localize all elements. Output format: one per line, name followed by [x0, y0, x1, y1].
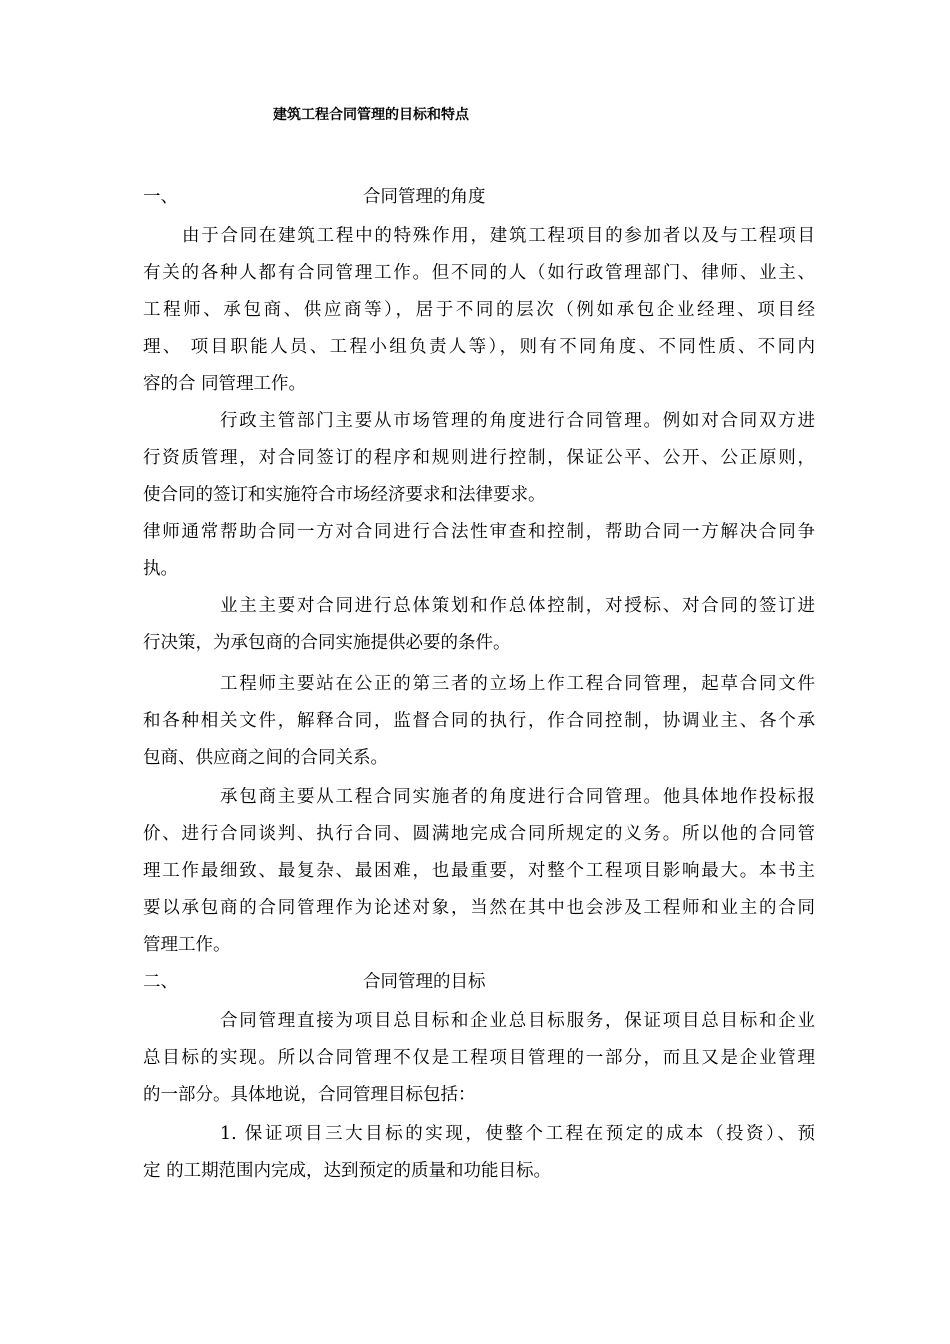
- paragraph-line: 行政主管部门主要从市场管理的角度进行合同管理。例如对合同双方进: [220, 411, 815, 431]
- section-number: 二、: [143, 972, 178, 992]
- paragraph-line: 承包商主要从工程合同实施者的角度进行合同管理。他具体地作投标报: [220, 787, 815, 807]
- paragraph-line: 管理工作。: [143, 935, 231, 955]
- paragraph-line: 有关的各种人都有合同管理工作。但不同的人（如行政管理部门、律师、业主、: [143, 263, 815, 283]
- list-item-line: 1. 保证项目三大目标的实现，使整个工程在预定的成本（投资）、预: [220, 1124, 815, 1144]
- paragraph-line: 和各种相关文件，解释合同，监督合同的执行，作合同控制，协调业主、各个承: [143, 711, 815, 731]
- paragraph-line: 律师通常帮助合同一方对合同进行合法性审查和控制，帮助合同一方解决合同争: [143, 522, 815, 542]
- paragraph-line: 业主主要对合同进行总体策划和作总体控制，对授标、对合同的签订进: [220, 596, 815, 616]
- paragraph-line: 工程师、承包商、供应商等），居于不同的层次（例如承包企业经理、项目经: [143, 300, 815, 320]
- paragraph-line: 工程师主要站在公正的第三者的立场上作工程合同管理，起草合同文件: [220, 674, 815, 694]
- section-number: 一、: [143, 187, 178, 207]
- list-item-line: 定 的工期范围内完成，达到预定的质量和功能目标。: [143, 1161, 552, 1181]
- paragraph-line: 包商、供应商之间的合同关系。: [143, 748, 388, 768]
- paragraph-line: 价、进行合同谈判、执行合同、圆满地完成合同所规定的义务。所以他的合同管: [143, 824, 815, 844]
- paragraph-line: 使合同的签订和实施符合市场经济要求和法律要求。: [143, 485, 546, 505]
- section-label: 合同管理的目标: [363, 972, 486, 992]
- paragraph-line: 总目标的实现。所以合同管理不仅是工程项目管理的一部分，而且又是企业管理: [143, 1048, 815, 1068]
- paragraph-line: 行资质管理，对合同签订的程序和规则进行控制，保证公平、公开、公正原则，: [143, 448, 815, 468]
- paragraph-line: 要以承包商的合同管理作为论述对象，当然在其中也会涉及工程师和业主的合同: [143, 898, 815, 918]
- paragraph-line: 容的合 同管理工作。: [143, 374, 307, 394]
- paragraph-line: 理工作最细致、最复杂、最困难，也最重要，对整个工程项目影响最大。本书主: [143, 861, 815, 881]
- section-heading-1: [143, 185, 486, 209]
- section-label: 合同管理的角度: [363, 187, 486, 207]
- paragraph-line: 执。: [143, 559, 178, 579]
- section-heading-2: [143, 970, 486, 994]
- paragraph-line: 合同管理直接为项目总目标和企业总目标服务，保证项目总目标和企业: [220, 1011, 815, 1031]
- paragraph-line: 行决策，为承包商的合同实施提供必要的条件。: [143, 633, 511, 653]
- document-title: 建筑工程合同管理的目标和特点: [273, 107, 469, 123]
- paragraph-line: 的一部分。具体地说，合同管理目标包括：: [143, 1085, 476, 1105]
- paragraph-line: 由于合同在建筑工程中的特殊作用，建筑工程项目的参加者以及与工程项目: [182, 226, 815, 246]
- paragraph-line: 理、 项目职能人员、工程小组负责人等），则有不同角度、不同性质、不同内: [143, 337, 815, 357]
